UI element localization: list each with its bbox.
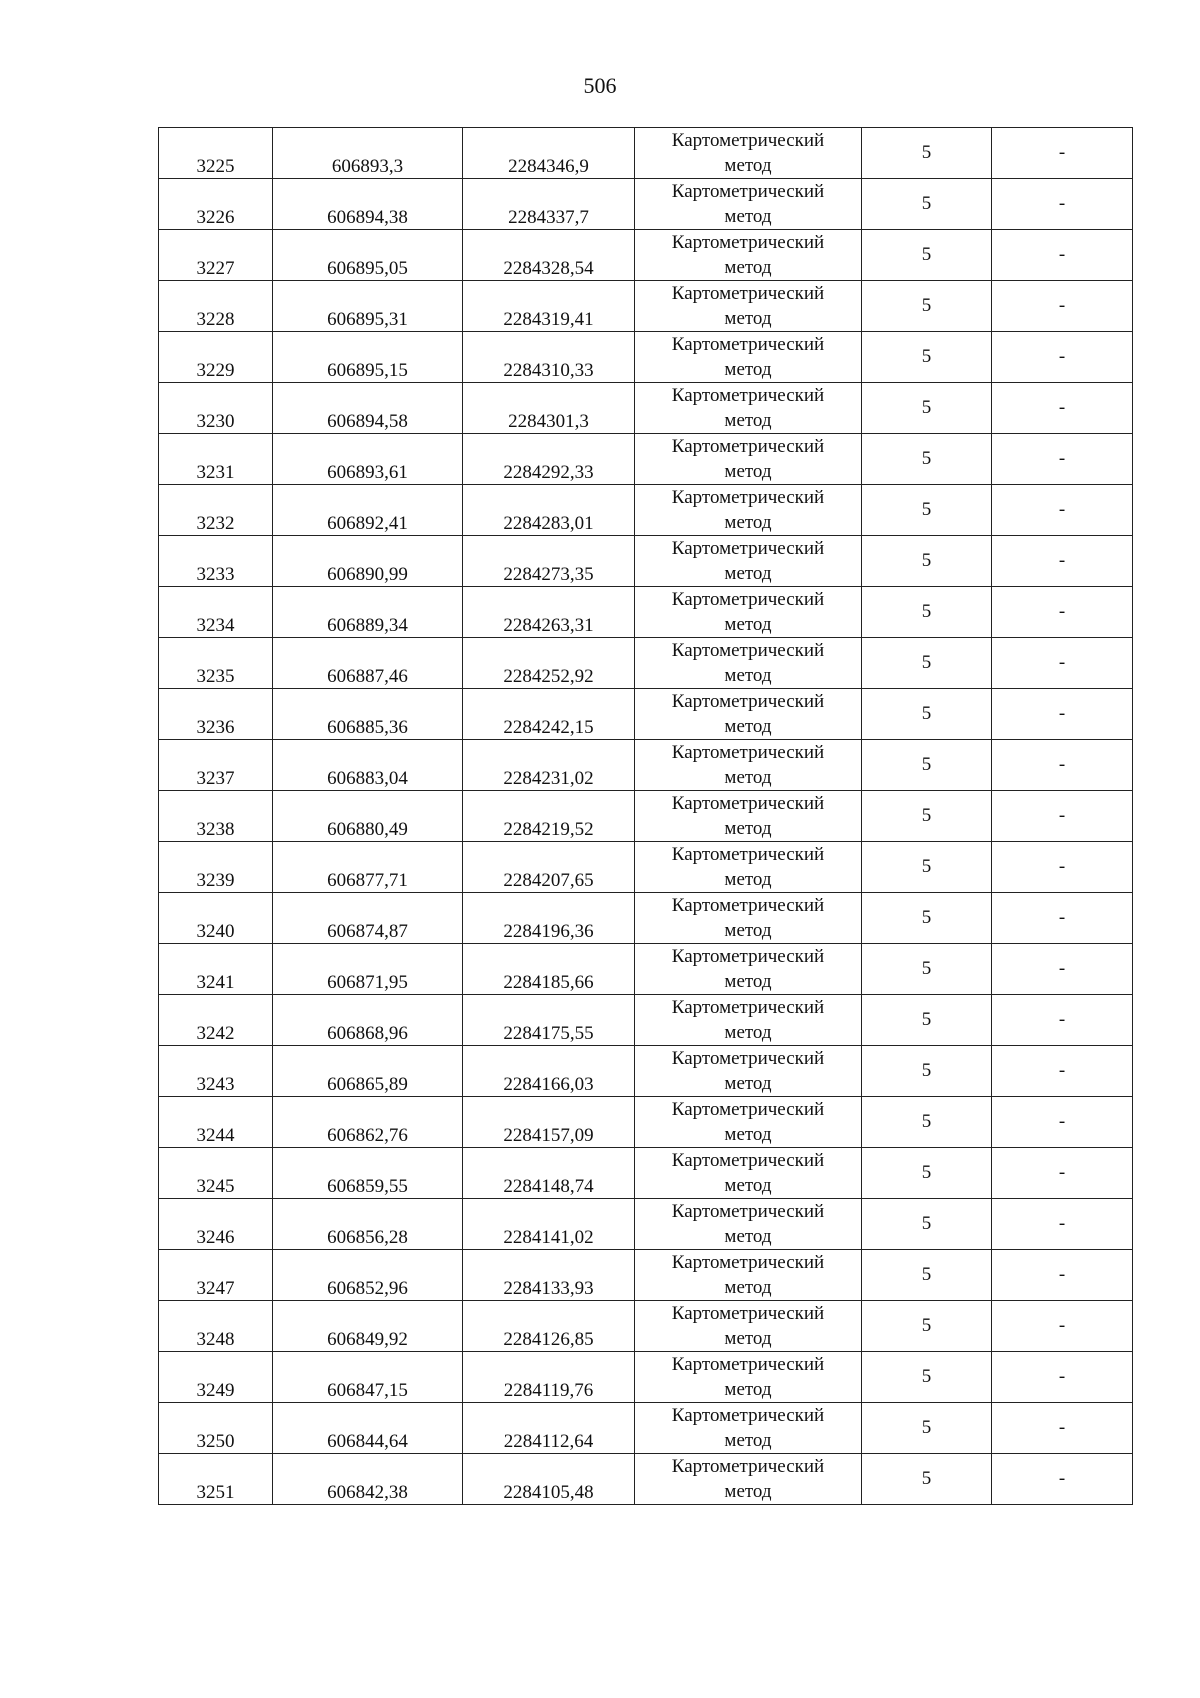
method-cell: [635, 383, 862, 434]
method-line-2: метод: [724, 1328, 772, 1349]
y-coordinate-cell: 2284141,02: [463, 1199, 635, 1250]
method-line-2: метод: [724, 1175, 772, 1196]
y-coordinate-cell: 2284207,65: [463, 842, 635, 893]
table-row: [159, 485, 1133, 536]
method-line-2: метод: [724, 971, 772, 992]
y-coordinate-cell: 2284328,54: [463, 230, 635, 281]
x-coordinate-cell: 606883,04: [273, 740, 463, 791]
method-line-2: метод: [724, 1277, 772, 1298]
method-line-1: Картометрический: [671, 844, 825, 865]
y-coordinate-cell: 2284283,01: [463, 485, 635, 536]
table-row: [159, 1250, 1133, 1301]
method-line-2: метод: [724, 155, 772, 176]
y-coordinate-cell: 2284319,41: [463, 281, 635, 332]
method-line-1: Картометрический: [671, 1099, 825, 1120]
point-number-cell: 3239: [159, 842, 273, 893]
table-row: [159, 179, 1133, 230]
y-coordinate-cell: 2284185,66: [463, 944, 635, 995]
method-cell: [635, 791, 862, 842]
table-row: [159, 1454, 1133, 1505]
method-line-1: Картометрический: [671, 1201, 825, 1222]
accuracy-cell: 5: [862, 383, 992, 434]
method-line-1: Картометрический: [671, 589, 825, 610]
note-cell: -: [992, 434, 1133, 485]
x-coordinate-cell: 606852,96: [273, 1250, 463, 1301]
method-cell: [635, 995, 862, 1046]
method-cell: [635, 638, 862, 689]
method-line-1: Картометрический: [671, 538, 825, 559]
x-coordinate-cell: 606893,3: [273, 128, 463, 179]
point-number-cell: 3234: [159, 587, 273, 638]
point-number-cell: 3232: [159, 485, 273, 536]
note-cell: -: [992, 842, 1133, 893]
method-line-1: Картометрический: [671, 232, 825, 253]
x-coordinate-cell: 606874,87: [273, 893, 463, 944]
y-coordinate-cell: 2284310,33: [463, 332, 635, 383]
method-cell: [635, 179, 862, 230]
accuracy-cell: 5: [862, 536, 992, 587]
method-line-1: Картометрический: [671, 436, 825, 457]
note-cell: -: [992, 485, 1133, 536]
x-coordinate-cell: 606894,38: [273, 179, 463, 230]
table-row: [159, 1301, 1133, 1352]
method-cell: [635, 434, 862, 485]
method-cell: [635, 281, 862, 332]
note-cell: -: [992, 893, 1133, 944]
point-number-cell: 3242: [159, 995, 273, 1046]
x-coordinate-cell: 606877,71: [273, 842, 463, 893]
x-coordinate-cell: 606871,95: [273, 944, 463, 995]
method-line-1: Картометрический: [671, 1303, 825, 1324]
note-cell: -: [992, 1403, 1133, 1454]
method-line-2: метод: [724, 1226, 772, 1247]
note-cell: -: [992, 944, 1133, 995]
method-cell: [635, 893, 862, 944]
x-coordinate-cell: 606895,31: [273, 281, 463, 332]
method-line-1: Картометрический: [671, 130, 825, 151]
method-line-2: метод: [724, 206, 772, 227]
method-line-2: метод: [724, 1124, 772, 1145]
accuracy-cell: 5: [862, 740, 992, 791]
accuracy-cell: 5: [862, 485, 992, 536]
table-row: [159, 332, 1133, 383]
y-coordinate-cell: 2284231,02: [463, 740, 635, 791]
accuracy-cell: 5: [862, 995, 992, 1046]
table-row: [159, 383, 1133, 434]
table-row: [159, 1403, 1133, 1454]
method-line-1: Картометрический: [671, 283, 825, 304]
method-line-1: Картометрический: [671, 1354, 825, 1375]
point-number-cell: 3237: [159, 740, 273, 791]
method-line-2: метод: [724, 1481, 772, 1502]
table-row: [159, 791, 1133, 842]
note-cell: -: [992, 1148, 1133, 1199]
point-number-cell: 3246: [159, 1199, 273, 1250]
method-cell: [635, 1046, 862, 1097]
method-line-2: метод: [724, 461, 772, 482]
method-cell: [635, 1403, 862, 1454]
accuracy-cell: 5: [862, 587, 992, 638]
point-number-cell: 3243: [159, 1046, 273, 1097]
x-coordinate-cell: 606844,64: [273, 1403, 463, 1454]
method-line-2: метод: [724, 257, 772, 278]
method-line-1: Картометрический: [671, 640, 825, 661]
y-coordinate-cell: 2284337,7: [463, 179, 635, 230]
note-cell: -: [992, 1046, 1133, 1097]
accuracy-cell: 5: [862, 1301, 992, 1352]
method-line-1: Картометрический: [671, 1150, 825, 1171]
table-row: [159, 842, 1133, 893]
x-coordinate-cell: 606868,96: [273, 995, 463, 1046]
x-coordinate-cell: 606865,89: [273, 1046, 463, 1097]
accuracy-cell: 5: [862, 1199, 992, 1250]
x-coordinate-cell: 606842,38: [273, 1454, 463, 1505]
point-number-cell: 3230: [159, 383, 273, 434]
x-coordinate-cell: 606847,15: [273, 1352, 463, 1403]
table-row: [159, 944, 1133, 995]
table-row: [159, 1352, 1133, 1403]
x-coordinate-cell: 606890,99: [273, 536, 463, 587]
method-line-1: Картометрический: [671, 1405, 825, 1426]
method-line-2: метод: [724, 665, 772, 686]
accuracy-cell: 5: [862, 434, 992, 485]
point-number-cell: 3225: [159, 128, 273, 179]
table-row: [159, 995, 1133, 1046]
method-line-2: метод: [724, 1022, 772, 1043]
y-coordinate-cell: 2284126,85: [463, 1301, 635, 1352]
method-line-2: метод: [724, 563, 772, 584]
table-row: [159, 1148, 1133, 1199]
point-number-cell: 3240: [159, 893, 273, 944]
accuracy-cell: 5: [862, 1250, 992, 1301]
table-row: [159, 230, 1133, 281]
accuracy-cell: 5: [862, 230, 992, 281]
point-number-cell: 3233: [159, 536, 273, 587]
method-line-2: метод: [724, 767, 772, 788]
x-coordinate-cell: 606880,49: [273, 791, 463, 842]
y-coordinate-cell: 2284166,03: [463, 1046, 635, 1097]
table-row: [159, 893, 1133, 944]
method-cell: [635, 1454, 862, 1505]
accuracy-cell: 5: [862, 689, 992, 740]
accuracy-cell: 5: [862, 791, 992, 842]
accuracy-cell: 5: [862, 281, 992, 332]
point-number-cell: 3227: [159, 230, 273, 281]
y-coordinate-cell: 2284105,48: [463, 1454, 635, 1505]
x-coordinate-cell: 606849,92: [273, 1301, 463, 1352]
method-line-2: метод: [724, 410, 772, 431]
y-coordinate-cell: 2284346,9: [463, 128, 635, 179]
y-coordinate-cell: 2284148,74: [463, 1148, 635, 1199]
note-cell: -: [992, 1097, 1133, 1148]
accuracy-cell: 5: [862, 1454, 992, 1505]
table-row: [159, 128, 1133, 179]
y-coordinate-cell: 2284119,76: [463, 1352, 635, 1403]
note-cell: -: [992, 383, 1133, 434]
table-row: [159, 638, 1133, 689]
note-cell: -: [992, 536, 1133, 587]
point-number-cell: 3229: [159, 332, 273, 383]
note-cell: -: [992, 740, 1133, 791]
method-line-1: Картометрический: [671, 487, 825, 508]
y-coordinate-cell: 2284112,64: [463, 1403, 635, 1454]
point-number-cell: 3244: [159, 1097, 273, 1148]
point-number-cell: 3231: [159, 434, 273, 485]
point-number-cell: 3226: [159, 179, 273, 230]
coordinates-table-body: [159, 128, 1133, 1505]
coordinates-table: [158, 127, 1133, 1505]
method-cell: [635, 689, 862, 740]
point-number-cell: 3235: [159, 638, 273, 689]
accuracy-cell: 5: [862, 1046, 992, 1097]
y-coordinate-cell: 2284273,35: [463, 536, 635, 587]
note-cell: -: [992, 587, 1133, 638]
point-number-cell: 3247: [159, 1250, 273, 1301]
method-line-2: метод: [724, 920, 772, 941]
y-coordinate-cell: 2284263,31: [463, 587, 635, 638]
x-coordinate-cell: 606885,36: [273, 689, 463, 740]
note-cell: -: [992, 1352, 1133, 1403]
point-number-cell: 3251: [159, 1454, 273, 1505]
method-line-2: метод: [724, 1379, 772, 1400]
table-row: [159, 1097, 1133, 1148]
x-coordinate-cell: 606894,58: [273, 383, 463, 434]
method-line-1: Картометрический: [671, 997, 825, 1018]
note-cell: -: [992, 1454, 1133, 1505]
y-coordinate-cell: 2284242,15: [463, 689, 635, 740]
note-cell: -: [992, 689, 1133, 740]
note-cell: -: [992, 791, 1133, 842]
method-line-2: метод: [724, 512, 772, 533]
method-line-1: Картометрический: [671, 334, 825, 355]
method-cell: [635, 944, 862, 995]
method-cell: [635, 128, 862, 179]
accuracy-cell: 5: [862, 332, 992, 383]
method-cell: [635, 230, 862, 281]
x-coordinate-cell: 606862,76: [273, 1097, 463, 1148]
method-line-1: Картометрический: [671, 1252, 825, 1273]
y-coordinate-cell: 2284157,09: [463, 1097, 635, 1148]
y-coordinate-cell: 2284175,55: [463, 995, 635, 1046]
accuracy-cell: 5: [862, 1352, 992, 1403]
point-number-cell: 3250: [159, 1403, 273, 1454]
method-cell: [635, 740, 862, 791]
method-cell: [635, 587, 862, 638]
x-coordinate-cell: 606889,34: [273, 587, 463, 638]
table-row: [159, 740, 1133, 791]
method-line-2: метод: [724, 1073, 772, 1094]
note-cell: -: [992, 995, 1133, 1046]
method-line-1: Картометрический: [671, 1456, 825, 1477]
x-coordinate-cell: 606856,28: [273, 1199, 463, 1250]
point-number-cell: 3245: [159, 1148, 273, 1199]
method-line-1: Картометрический: [671, 895, 825, 916]
table-row: [159, 1046, 1133, 1097]
method-cell: [635, 332, 862, 383]
method-line-2: метод: [724, 1430, 772, 1451]
accuracy-cell: 5: [862, 944, 992, 995]
y-coordinate-cell: 2284292,33: [463, 434, 635, 485]
method-cell: [635, 1199, 862, 1250]
note-cell: -: [992, 1199, 1133, 1250]
method-line-1: Картометрический: [671, 1048, 825, 1069]
method-cell: [635, 1352, 862, 1403]
point-number-cell: 3236: [159, 689, 273, 740]
method-line-2: метод: [724, 614, 772, 635]
method-cell: [635, 842, 862, 893]
method-line-1: Картометрический: [671, 691, 825, 712]
method-line-2: метод: [724, 359, 772, 380]
note-cell: -: [992, 179, 1133, 230]
table-row: [159, 434, 1133, 485]
x-coordinate-cell: 606895,05: [273, 230, 463, 281]
method-line-2: метод: [724, 818, 772, 839]
method-line-2: метод: [724, 716, 772, 737]
method-line-1: Картометрический: [671, 181, 825, 202]
method-line-1: Картометрический: [671, 946, 825, 967]
point-number-cell: 3248: [159, 1301, 273, 1352]
method-cell: [635, 1301, 862, 1352]
y-coordinate-cell: 2284252,92: [463, 638, 635, 689]
y-coordinate-cell: 2284301,3: [463, 383, 635, 434]
accuracy-cell: 5: [862, 1097, 992, 1148]
point-number-cell: 3238: [159, 791, 273, 842]
x-coordinate-cell: 606892,41: [273, 485, 463, 536]
note-cell: -: [992, 230, 1133, 281]
table-row: [159, 1199, 1133, 1250]
note-cell: -: [992, 638, 1133, 689]
note-cell: -: [992, 1301, 1133, 1352]
note-cell: -: [992, 1250, 1133, 1301]
method-cell: [635, 1250, 862, 1301]
x-coordinate-cell: 606895,15: [273, 332, 463, 383]
x-coordinate-cell: 606859,55: [273, 1148, 463, 1199]
point-number-cell: 3241: [159, 944, 273, 995]
y-coordinate-cell: 2284133,93: [463, 1250, 635, 1301]
method-line-2: метод: [724, 869, 772, 890]
method-line-1: Картометрический: [671, 742, 825, 763]
accuracy-cell: 5: [862, 1403, 992, 1454]
point-number-cell: 3228: [159, 281, 273, 332]
method-cell: [635, 485, 862, 536]
x-coordinate-cell: 606893,61: [273, 434, 463, 485]
accuracy-cell: 5: [862, 893, 992, 944]
accuracy-cell: 5: [862, 128, 992, 179]
note-cell: -: [992, 128, 1133, 179]
method-cell: [635, 536, 862, 587]
table-row: [159, 536, 1133, 587]
accuracy-cell: 5: [862, 842, 992, 893]
note-cell: -: [992, 332, 1133, 383]
y-coordinate-cell: 2284196,36: [463, 893, 635, 944]
accuracy-cell: 5: [862, 1148, 992, 1199]
method-line-2: метод: [724, 308, 772, 329]
method-line-1: Картометрический: [671, 385, 825, 406]
accuracy-cell: 5: [862, 179, 992, 230]
y-coordinate-cell: 2284219,52: [463, 791, 635, 842]
note-cell: -: [992, 281, 1133, 332]
x-coordinate-cell: 606887,46: [273, 638, 463, 689]
method-cell: [635, 1148, 862, 1199]
accuracy-cell: 5: [862, 638, 992, 689]
method-line-1: Картометрический: [671, 793, 825, 814]
table-row: [159, 689, 1133, 740]
page-number: 506: [583, 73, 617, 98]
table-row: [159, 587, 1133, 638]
method-cell: [635, 1097, 862, 1148]
table-row: [159, 281, 1133, 332]
point-number-cell: 3249: [159, 1352, 273, 1403]
